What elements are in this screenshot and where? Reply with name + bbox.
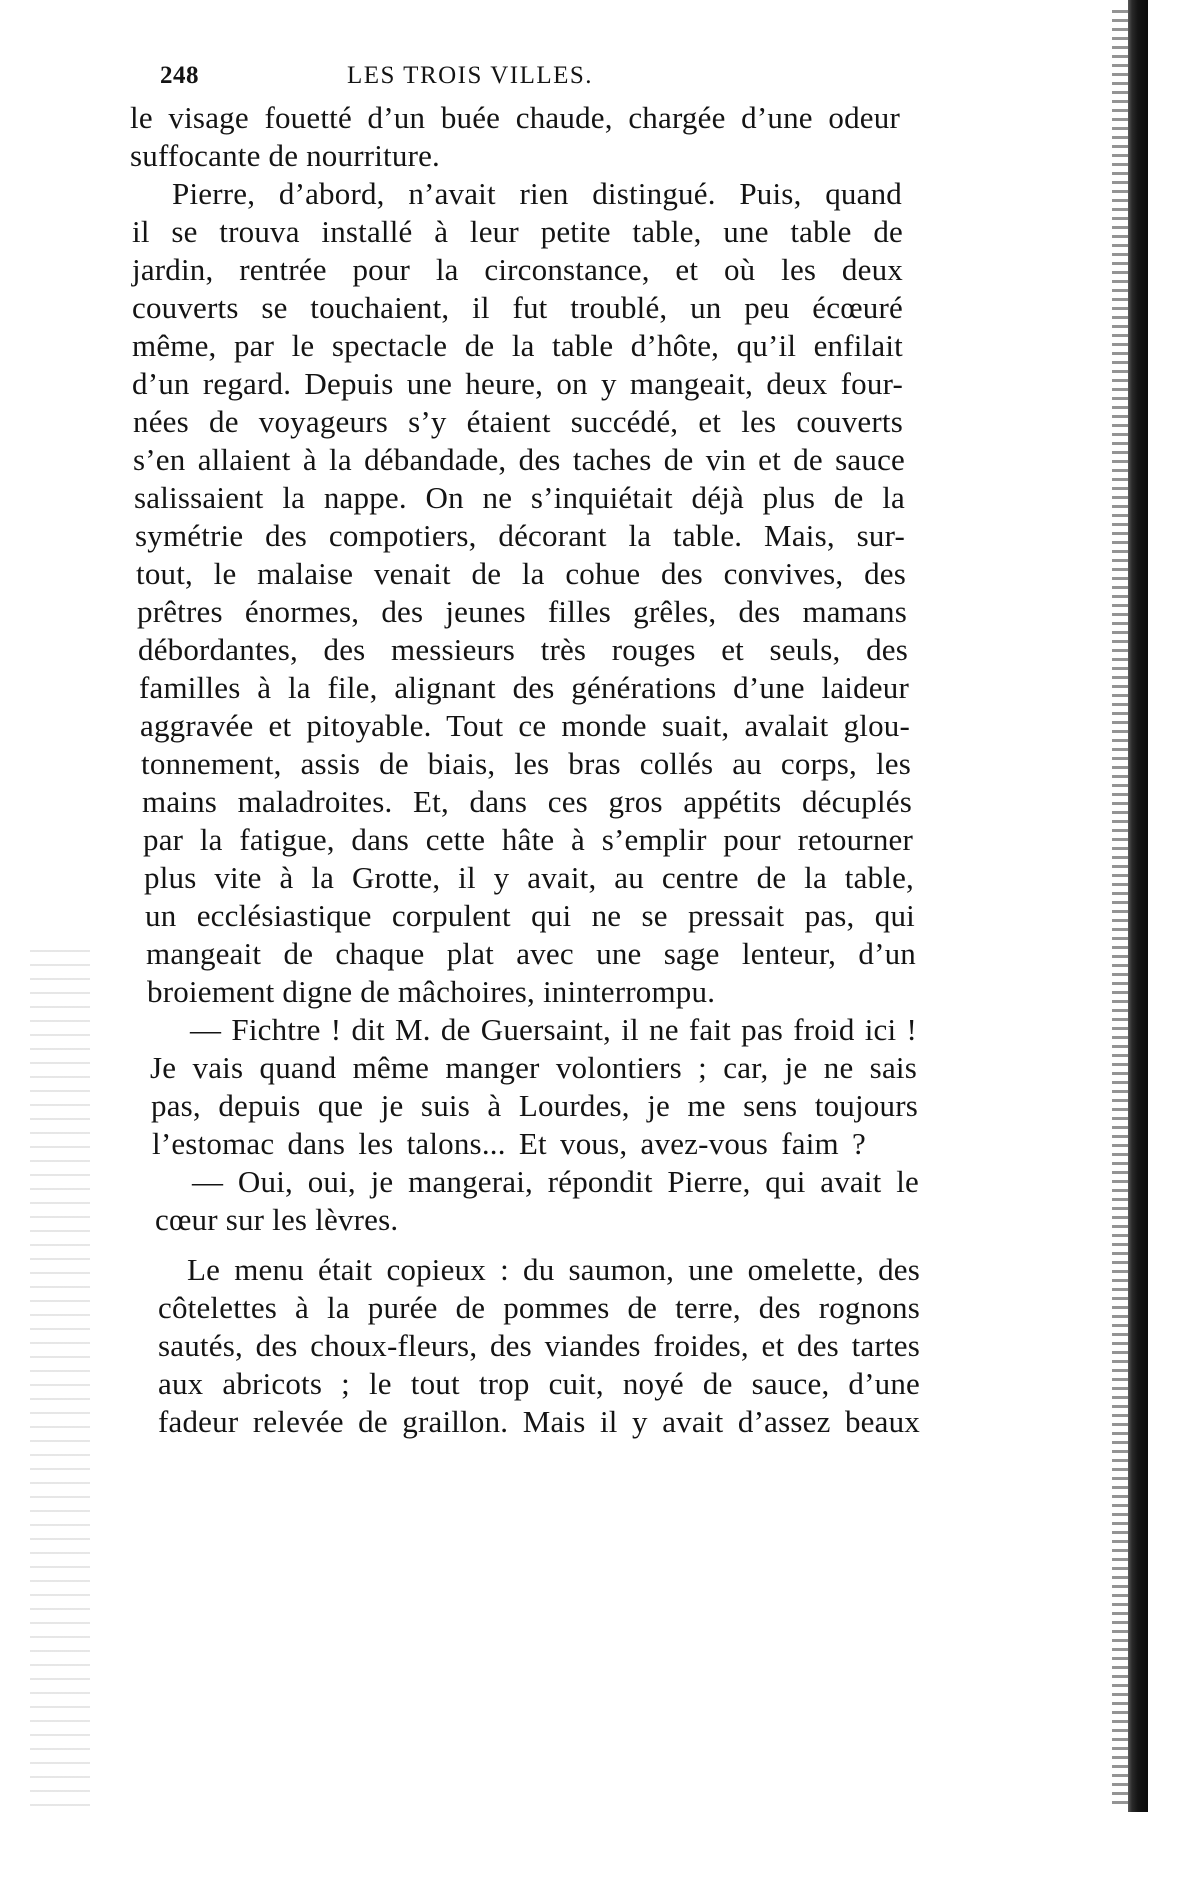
text-line: familles à la file, alignant des générations d’une laideur (139, 670, 909, 705)
text-line: salissaient la nappe. On ne s’inquiétait déjà plus de la (134, 480, 905, 515)
text-line: un ecclésiastique corpulent qui ne se pressait pas, qui (145, 898, 915, 933)
text-line: — Fichtre ! dit M. de Guersaint, il ne fait pas froid ici ! (190, 1012, 917, 1047)
text-line: Pierre, d’abord, n’avait rien distingué. Puis, quand (172, 176, 902, 211)
running-head (160, 62, 780, 102)
page-number: 248 (160, 62, 199, 89)
text-line: mains maladroites. Et, dans ces gros appétits décuplés (142, 784, 912, 819)
text-line: — Oui, oui, je mangerai, répondit Pierre, qui avait le (192, 1164, 919, 1199)
text-line: tonnement, assis de biais, les bras collés au corps, les (141, 746, 911, 781)
text-line: mangeait de chaque plat avec une sage lenteur, d’un (146, 936, 916, 971)
text-line: aux abricots ; le tout trop cuit, noyé de sauce, d’une (158, 1366, 920, 1401)
binding-shadow (1112, 10, 1128, 1810)
text-line: aggravée et pitoyable. Tout ce monde suait, avalait glou- (140, 708, 910, 743)
text-line: cœur sur les lèvres. (155, 1202, 399, 1237)
margin-noise (30, 950, 90, 1810)
text-line: s’en allaient à la débandade, des taches de vin et de sauce (133, 442, 905, 477)
text-line: sautés, des choux-fleurs, des viandes froides, et des tartes (158, 1328, 920, 1363)
text-line: pas, depuis que je suis à Lourdes, je me sens toujours (151, 1088, 918, 1123)
text-line: couverts se touchaient, il fut troublé, un peu écœuré (132, 290, 903, 325)
text-line: le visage fouetté d’un buée chaude, chargée d’une odeur (130, 100, 900, 135)
text-line: fadeur relevée de graillon. Mais il y avait d’assez beaux (158, 1404, 920, 1439)
text-line: l’estomac dans les talons... Et vous, avez-vous faim ? (152, 1126, 866, 1161)
text-line: Le menu était copieux : du saumon, une omelette, des (187, 1252, 920, 1287)
text-line: tout, le malaise venait de la cohue des convives, des (136, 556, 906, 591)
text-line: par la fatigue, dans cette hâte à s’emplir pour retourner (143, 822, 913, 857)
running-title: LES TROIS VILLES. (346, 62, 594, 89)
text-line: symétrie des compotiers, décorant la table. Mais, sur- (135, 518, 905, 553)
text-line: débordantes, des messieurs très rouges et seuls, des (138, 632, 908, 667)
text-line: jardin, rentrée pour la circonstance, et où les deux (132, 252, 903, 287)
text-line: nées de voyageurs s’y étaient succédé, et les couverts (133, 404, 903, 439)
text-line: plus vite à la Grotte, il y avait, au centre de la table, (144, 860, 914, 895)
text-line: côtelettes à la purée de pommes de terre, des rognons (158, 1290, 920, 1325)
text-line: Je vais quand même manger volontiers ; car, je ne sais (150, 1050, 917, 1085)
text-line: d’un regard. Depuis une heure, on y mangeait, deux four- (132, 366, 903, 401)
binding-edge (1128, 0, 1148, 1812)
text-line: suffocante de nourriture. (130, 138, 441, 173)
text-line: prêtres énormes, des jeunes filles grêles, des mamans (137, 594, 907, 629)
text-line: il se trouva installé à leur petite table, une table de (132, 214, 903, 249)
text-line: broiement digne de mâchoires, ininterrompu. (147, 974, 716, 1009)
text-line: même, par le spectacle de la table d’hôte, qu’il enfilait (132, 328, 903, 363)
